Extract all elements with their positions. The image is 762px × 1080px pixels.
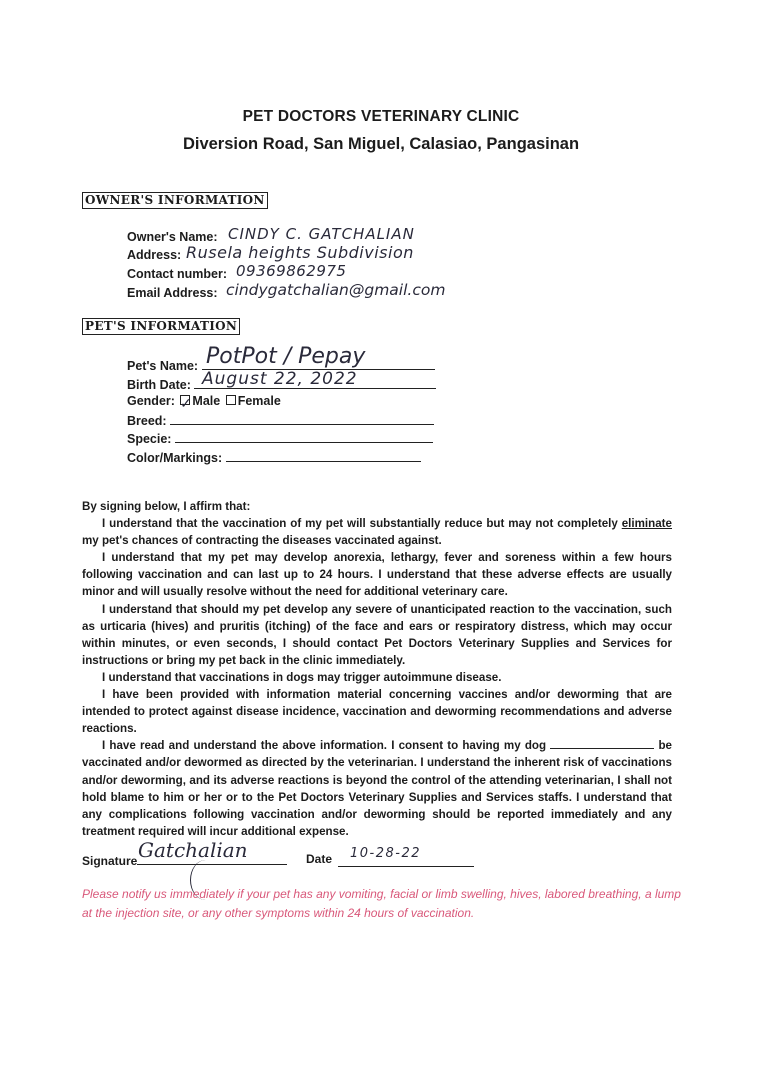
consent-p1-post: my pet's chances of contracting the diseases vaccinated against. [82, 534, 442, 548]
contact-value: 09369862975 [236, 262, 347, 280]
birth-date-label: Birth Date: [127, 378, 191, 392]
pet-name-label: Pet's Name: [127, 359, 199, 373]
consent-p6-post: be vaccinated and/or dewormed as directed by the veterinarian. I understand the inherent risk of vaccinations and/or deworming, and its adverse reactions is beyond the control of the attending veterinarian, I shall not hold blame to him or her or to the Pet Doctors Veterinary Supplies and Services staffs. I understand that any complications following vaccination and/or deworming should be reported immediately and any treatment required will incur additional expense. [82, 739, 672, 838]
address-field [127, 247, 181, 264]
gender-label: Gender: [127, 394, 175, 408]
owner-name-label: Owner's Name: [127, 230, 218, 244]
gender-check-mark: ✓ [180, 395, 192, 411]
notice-text: Please notify us immediately if your pet has any vomiting, facial or limb swelling, hives, labored breathing, a lump at the injection site, or any other symptoms within 24 hours of vaccination. [82, 887, 681, 920]
clinic-address: Diversion Road, San Miguel, Calasiao, Pangasinan [182, 135, 580, 153]
email-label: Email Address: [127, 286, 218, 300]
gender-female-label: Female [237, 394, 281, 408]
breed-field [127, 411, 434, 428]
consent-p3: I understand that should my pet develop any severe of unanticipated reaction to the vaccination, such as urticaria (hives) and pruritis (itching) of the face and ears or respiratory distress, which may occur within minutes, or even seconds, I should contact Pet Doctors Veterinary Supplies and Services for instructions or bring my pet back in the clinic immediately. [82, 602, 672, 667]
color-line [226, 448, 421, 462]
signature-handwritten: Gatchalian [138, 838, 248, 862]
clinic-name: PET DOCTORS VETERINARY CLINIC [242, 108, 520, 125]
contact-label: Contact number: [127, 267, 227, 281]
consent-p6-pre: I have read and understand the above information. I consent to having my dog [102, 739, 547, 753]
address-label: Address: [127, 248, 182, 262]
color-field [127, 448, 421, 465]
gender-female-checkbox[interactable] [226, 395, 236, 405]
date-value: 10-28-22 [350, 846, 422, 861]
consent-p6 [82, 737, 672, 840]
consent-intro: By signing below, I affirm that: [82, 500, 251, 513]
breed-label: Breed: [127, 414, 167, 428]
consent-p1 [82, 515, 672, 549]
specie-label: Specie: [127, 432, 172, 446]
consent-p5: I have been provided with information material concerning vaccines and/or deworming that are intended to protect against disease incidence, vaccination and deworming recommendations and adverse reactions. [82, 688, 672, 736]
address-value: Rusela heights Subdivision [186, 243, 414, 262]
pet-section-heading: PET'S INFORMATION [82, 318, 240, 335]
specie-field [127, 429, 433, 446]
birth-date-value: August 22, 2022 [202, 369, 358, 389]
gender-field [127, 393, 281, 410]
date-line [338, 866, 474, 867]
consent-p2: I understand that my pet may develop anorexia, lethargy, fever and soreness within a few hours following vaccination and can last up to 24 hours. I understand that these adverse effects are usually minor and will usually resolve without the need for additional veterinary care. [82, 551, 672, 599]
specie-line [175, 429, 433, 443]
color-label: Color/Markings: [127, 451, 223, 465]
owner-section-heading: OWNER'S INFORMATION [82, 192, 268, 209]
breed-line [170, 411, 434, 425]
pet-name-value: PotPot / Pepay [206, 344, 366, 369]
gender-male-label: Male [192, 394, 221, 408]
dog-name-line [550, 738, 654, 749]
owner-name-value: CINDY C. GATCHALIAN [228, 225, 415, 243]
email-value: cindygatchalian@gmail.com [226, 281, 446, 299]
consent-p1-pre: I understand that the vaccination of my pet will substantially reduce but may not completely [102, 517, 622, 531]
consent-p1-underlined: eliminate [621, 517, 672, 531]
date-label: Date [306, 852, 333, 866]
consent-p4: I understand that vaccinations in dogs may trigger autoimmune disease. [102, 670, 502, 684]
contact-field [127, 266, 227, 283]
email-field [127, 285, 218, 302]
consent-text [82, 498, 672, 840]
signature-label: Signature [82, 854, 138, 868]
